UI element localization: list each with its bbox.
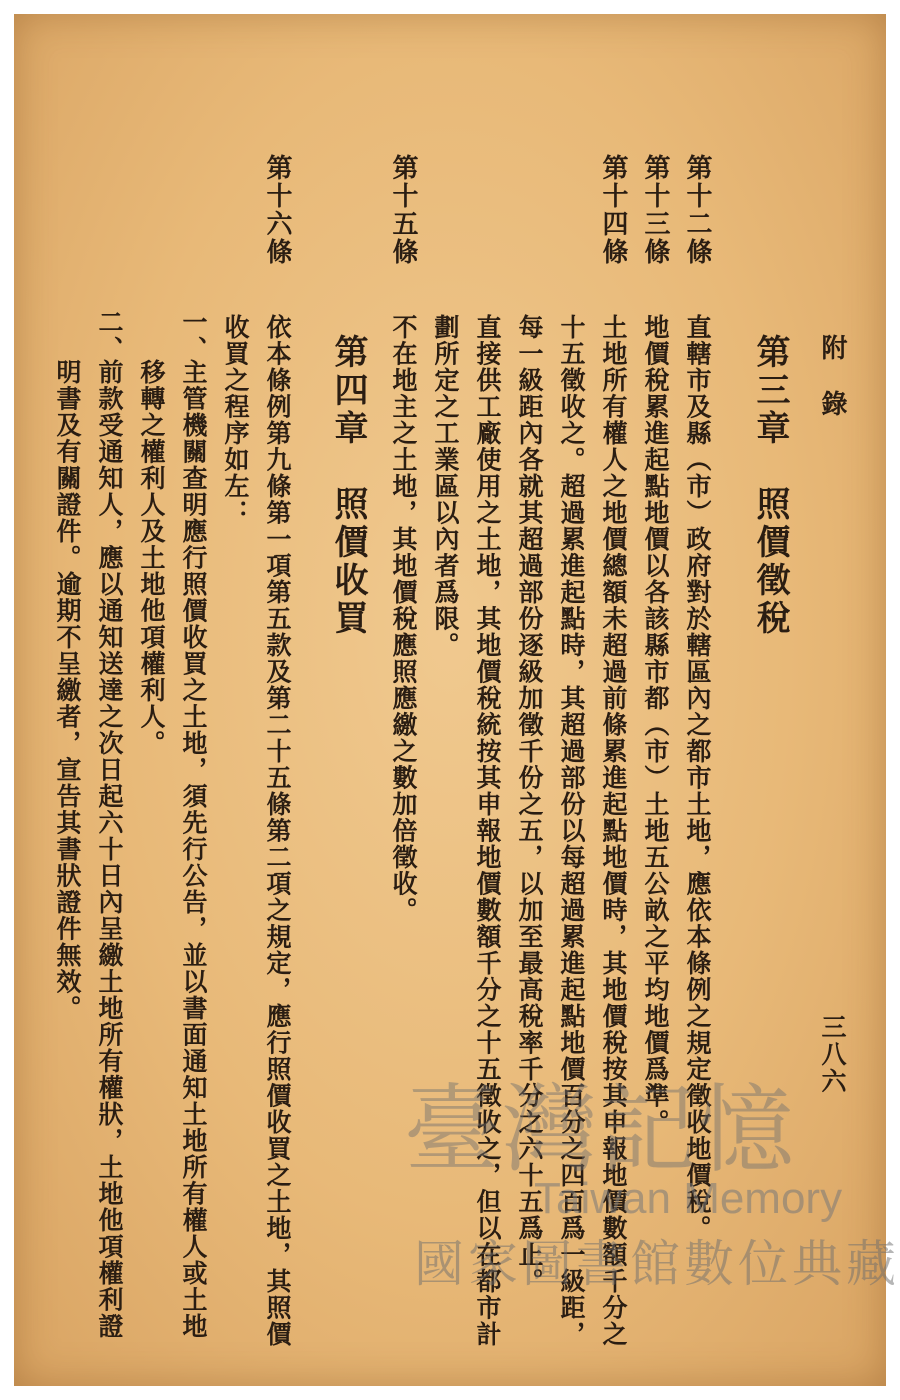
chapter-4-title: 第四章 照價收買 [328, 334, 368, 638]
document-page [14, 14, 900, 1386]
appendix-header: 附 錄 [817, 334, 847, 418]
article-14-line-3: 每一級距內各就其超過部份逐級加徵千份之五，以加至最高稅率千分之六十五爲止。 [515, 314, 544, 1295]
article-14-line-2: 十五徵收之。超過累進起點時，其超過部份以每超過累進起點地價百分之四百爲一級距， [557, 314, 586, 1348]
item-2-line-2: 明書及有關證件。逾期不呈繳者，宣告其書狀證件無效。 [53, 359, 82, 1022]
watermark-chinese: 國家圖書館數位典藏 [414, 1235, 900, 1293]
article-15-number: 第十五條 [388, 154, 418, 266]
article-16-number: 第十六條 [262, 154, 292, 266]
article-16-line-1: 依本條例第九條第一項第五款及第二十五條第二項之規定，應行照價收買之土地，其照價 [263, 314, 292, 1348]
article-15-text: 不在地主之土地，其地價稅應照應繳之數加倍徵收。 [389, 314, 418, 924]
watermark-english: Taiwan Memory [534, 1174, 843, 1223]
article-14-line-1: 土地所有權人之地價總額未超過前條累進起點地價時，其地價稅按其申報地價數額千分之 [599, 314, 628, 1348]
article-16-line-2: 收買之程序如左： [221, 314, 250, 526]
item-1-marker: 一、 [179, 309, 208, 362]
item-1-line-2: 移轉之權利人及土地他項權利人。 [137, 359, 166, 757]
item-2-marker: 二、 [95, 309, 124, 362]
article-13-number: 第十三條 [640, 154, 670, 266]
article-12-text: 直轄市及縣（市）政府對於轄區內之都市土地，應依本條例之規定徵收地價稅。 [683, 314, 712, 1242]
article-14-line-5: 劃所定之工業區以內者爲限。 [431, 314, 460, 659]
item-2-line-1: 前款受通知人，應以通知送達之次日起六十日內呈繳土地所有權狀，土地他項權利證 [95, 359, 124, 1340]
page-number: 三八六 [818, 1014, 847, 1095]
article-13-text: 地價稅累進起點地價以各該縣市都（市）土地五公畝之平均地價爲準。 [641, 314, 670, 1136]
article-12-number: 第十二條 [682, 154, 712, 266]
item-1-line-1: 主管機關查明應行照價收買之土地，須先行公告，並以書面通知土地所有權人或土地 [179, 359, 208, 1340]
watermark-logo: 臺灣記憶 [404, 1074, 796, 1186]
article-14-number: 第十四條 [598, 154, 628, 266]
chapter-3-title: 第三章 照價徵稅 [750, 334, 790, 638]
article-14-line-4: 直接供工廠使用之土地，其地價稅統按其申報地價數額千分之十五徵收之，但以在都市計 [473, 314, 502, 1348]
